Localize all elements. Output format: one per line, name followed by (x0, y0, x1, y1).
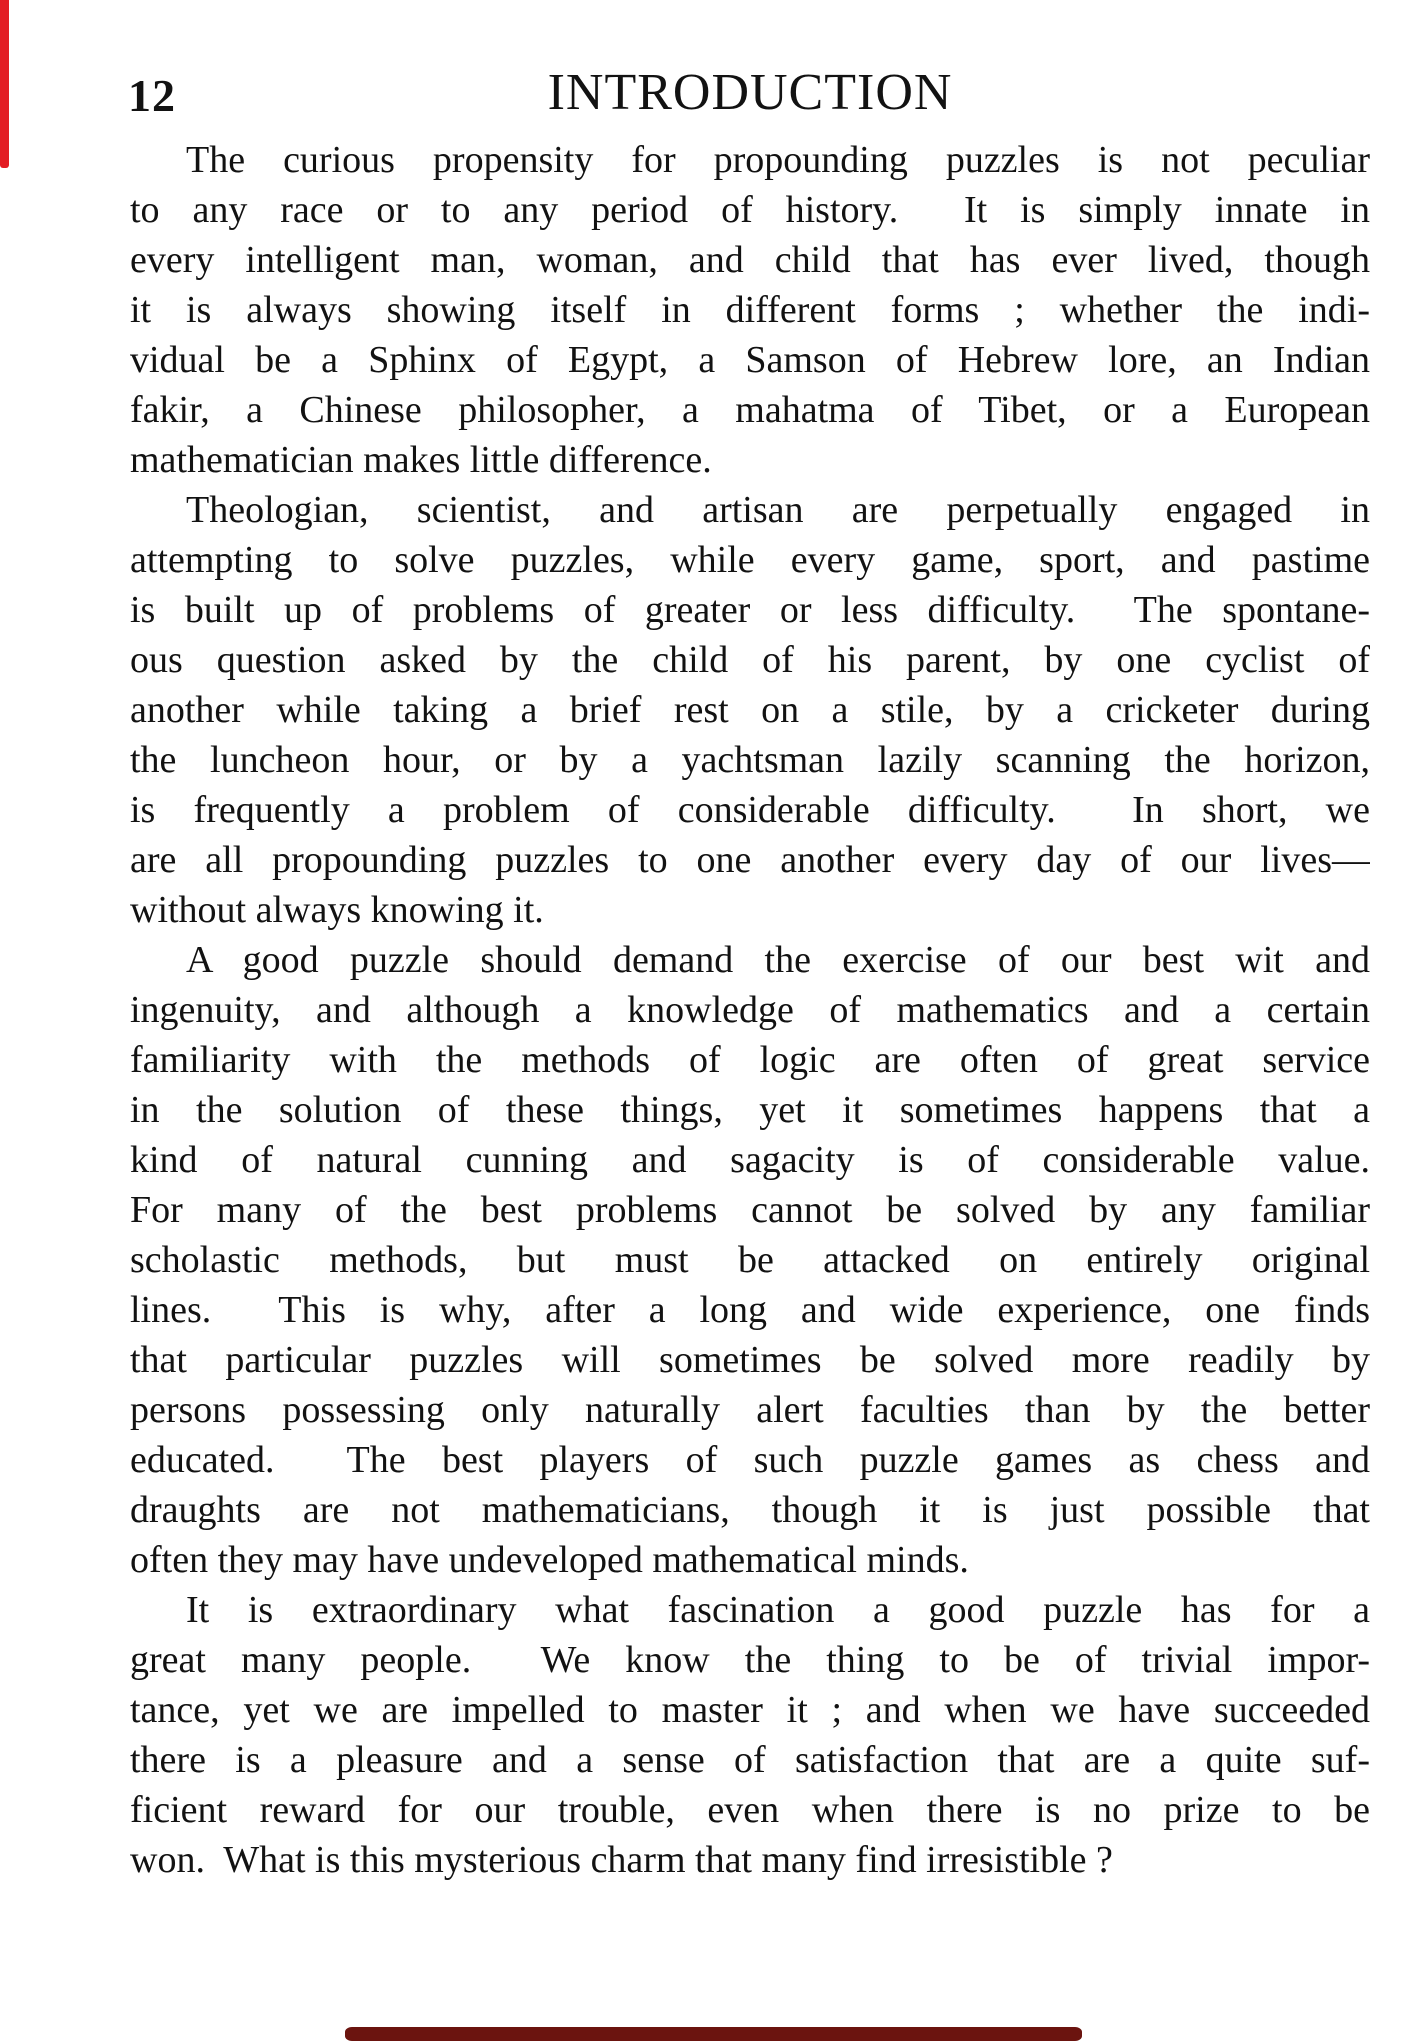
text-line: persons possessing only naturally alert faculties than by the better (130, 1389, 1370, 1431)
text-line: another while taking a brief rest on a stile, by a cricketer during (130, 689, 1370, 731)
text-line: is built up of problems of greater or less difficulty. The spontane- (130, 589, 1370, 631)
text-line: there is a pleasure and a sense of satisfaction that are a quite suf- (130, 1739, 1370, 1781)
body-text (130, 135, 1370, 1885)
text-line: in the solution of these things, yet it sometimes happens that a (130, 1089, 1370, 1131)
text-line: it is always showing itself in different forms ; whether the indi- (130, 289, 1370, 331)
text-line: mathematician makes little difference. (130, 439, 712, 481)
text-line: ficient reward for our trouble, even when there is no prize to be (130, 1789, 1370, 1831)
text-line: every intelligent man, woman, and child that has ever lived, though (130, 239, 1370, 281)
text-line: that particular puzzles will sometimes be solved more readily by (130, 1339, 1370, 1381)
text-line: educated. The best players of such puzzle games as chess and (130, 1439, 1370, 1481)
text-line: often they may have undeveloped mathematical minds. (130, 1539, 969, 1581)
text-line: the luncheon hour, or by a yachtsman lazily scanning the horizon, (130, 739, 1370, 781)
text-line: It is extraordinary what fascination a good puzzle has for a (186, 1589, 1370, 1631)
text-line: without always knowing it. (130, 889, 544, 931)
text-line: are all propounding puzzles to one another every day of our lives— (130, 839, 1370, 881)
text-line: kind of natural cunning and sagacity is of considerable value. (130, 1139, 1370, 1181)
text-line: Theologian, scientist, and artisan are perpetually engaged in (186, 489, 1370, 531)
text-line: ous question asked by the child of his parent, by one cyclist of (130, 639, 1370, 681)
text-line: A good puzzle should demand the exercise of our best wit and (186, 939, 1370, 981)
text-line: attempting to solve puzzles, while every game, sport, and pastime (130, 539, 1370, 581)
text-line: is frequently a problem of considerable difficulty. In short, we (130, 789, 1370, 831)
text-line: tance, yet we are impelled to master it ; and when we have succeeded (130, 1689, 1370, 1731)
scan-edge-artifact-bottom (345, 2027, 1082, 2041)
text-line: won. What is this mysterious charm that many find irresistible ? (130, 1839, 1113, 1881)
scan-edge-artifact-left (0, 0, 9, 168)
text-line: scholastic methods, but must be attacked on entirely original (130, 1239, 1370, 1281)
text-line: great many people. We know the thing to be of trivial impor- (130, 1639, 1370, 1681)
text-line: draughts are not mathematicians, though it is just possible that (130, 1489, 1370, 1531)
text-line: lines. This is why, after a long and wide experience, one finds (130, 1289, 1370, 1331)
text-line: ingenuity, and although a knowledge of mathematics and a certain (130, 989, 1370, 1031)
text-line: vidual be a Sphinx of Egypt, a Samson of Hebrew lore, an Indian (130, 339, 1370, 381)
text-line: fakir, a Chinese philosopher, a mahatma of Tibet, or a European (130, 389, 1370, 431)
text-line: familiarity with the methods of logic are often of great service (130, 1039, 1370, 1081)
text-line: For many of the best problems cannot be solved by any familiar (130, 1189, 1370, 1231)
page-number: 12 (128, 70, 176, 121)
text-line: The curious propensity for propounding puzzles is not peculiar (186, 139, 1370, 181)
page-title: INTRODUCTION (547, 64, 953, 121)
text-line: to any race or to any period of history. It is simply innate in (130, 189, 1370, 231)
